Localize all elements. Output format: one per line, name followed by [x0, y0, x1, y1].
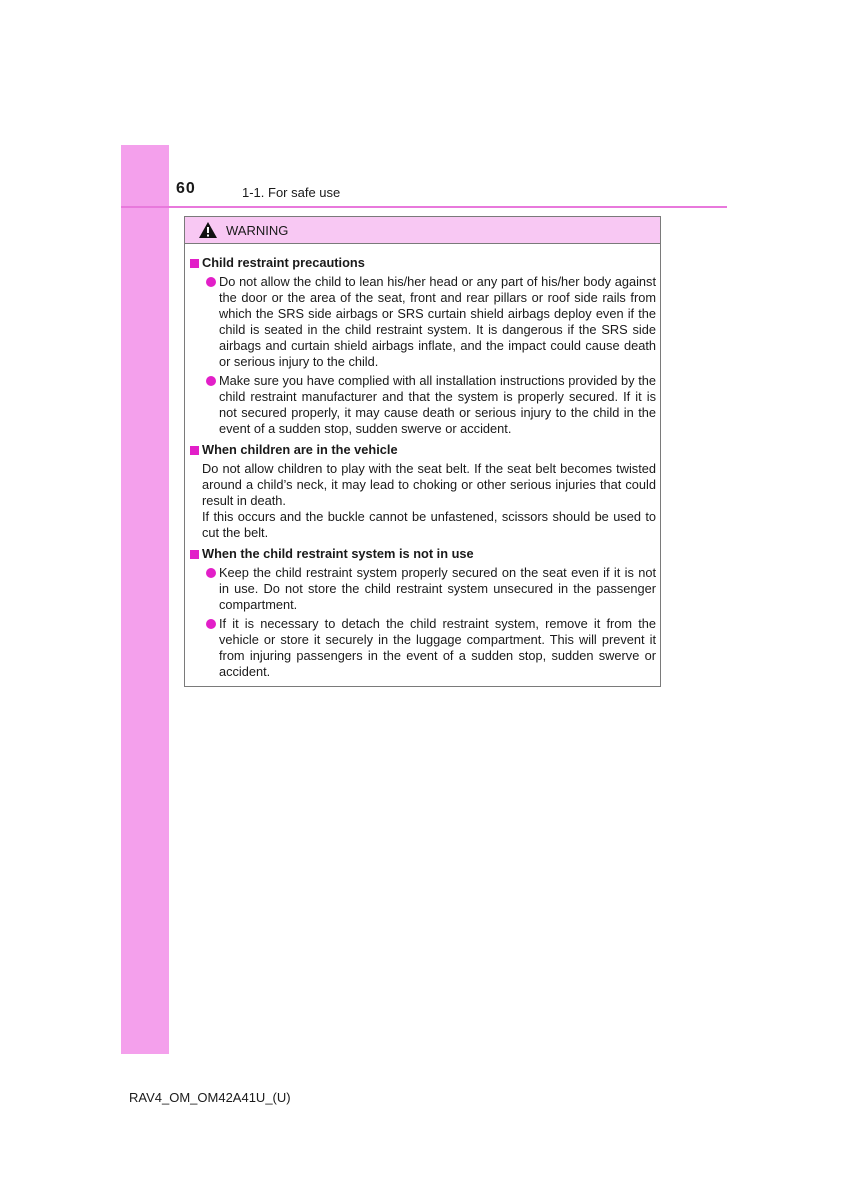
- paragraph: Do not allow children to play with the seat belt. If the seat belt becomes twisted around a child’s neck, it may lead to choking or other serious injuries that could result in death.: [202, 461, 656, 508]
- warning-label: WARNING: [226, 222, 289, 238]
- list-item: Do not allow the child to lean his/her head or any part of his/her body against the door or the area of the seat, front and rear pillars or roof side rails from which the SRS side airbags or SRS curtain shield airbags deploy even if the child is seated in the child restraint system. It is dangerous if the SRS side airbags and curtain shield airbags inflate, and the impact could cause death or serious injury to the child.: [206, 274, 656, 370]
- circle-bullet-icon: [206, 376, 216, 386]
- chapter-side-tab: [121, 145, 169, 1054]
- square-bullet-icon: [190, 550, 199, 559]
- warning-header: [185, 217, 660, 244]
- circle-bullet-icon: [206, 619, 216, 629]
- warning-triangle-icon: [198, 221, 218, 239]
- list-item: Make sure you have complied with all installation instructions provided by the child restraint manufacturer and that the system is properly secured. If it is not secured properly, it may cause death or serious injury to the child in the event of a sudden stop, sudden swerve or accident.: [206, 373, 656, 437]
- block-title: When children are in the vehicle: [190, 442, 656, 458]
- square-bullet-icon: [190, 259, 199, 268]
- list-item: If it is necessary to detach the child restraint system, remove it from the vehicle or store it securely in the luggage compartment. This will prevent it from injuring passengers in the event of a sudden stop, sudden swerve or accident.: [206, 616, 656, 680]
- circle-bullet-icon: [206, 568, 216, 578]
- block-title: Child restraint precautions: [190, 255, 656, 271]
- circle-bullet-icon: [206, 277, 216, 287]
- warning-box: [184, 216, 661, 687]
- square-bullet-icon: [190, 446, 199, 455]
- paragraph: If this occurs and the buckle cannot be unfastened, scissors should be used to cut the belt.: [202, 509, 656, 540]
- section-title: 1-1. For safe use: [242, 185, 341, 200]
- warning-body: [185, 244, 660, 680]
- block-title: When the child restraint system is not in use: [190, 546, 656, 562]
- list-item: Keep the child restraint system properly secured on the seat even if it is not in use. Do not store the child restraint system unsecured in the passenger compartment.: [206, 565, 656, 613]
- header-divider: [121, 206, 727, 208]
- page-number: 60: [176, 180, 196, 197]
- document-code: RAV4_OM_OM42A41U_(U): [129, 1090, 291, 1105]
